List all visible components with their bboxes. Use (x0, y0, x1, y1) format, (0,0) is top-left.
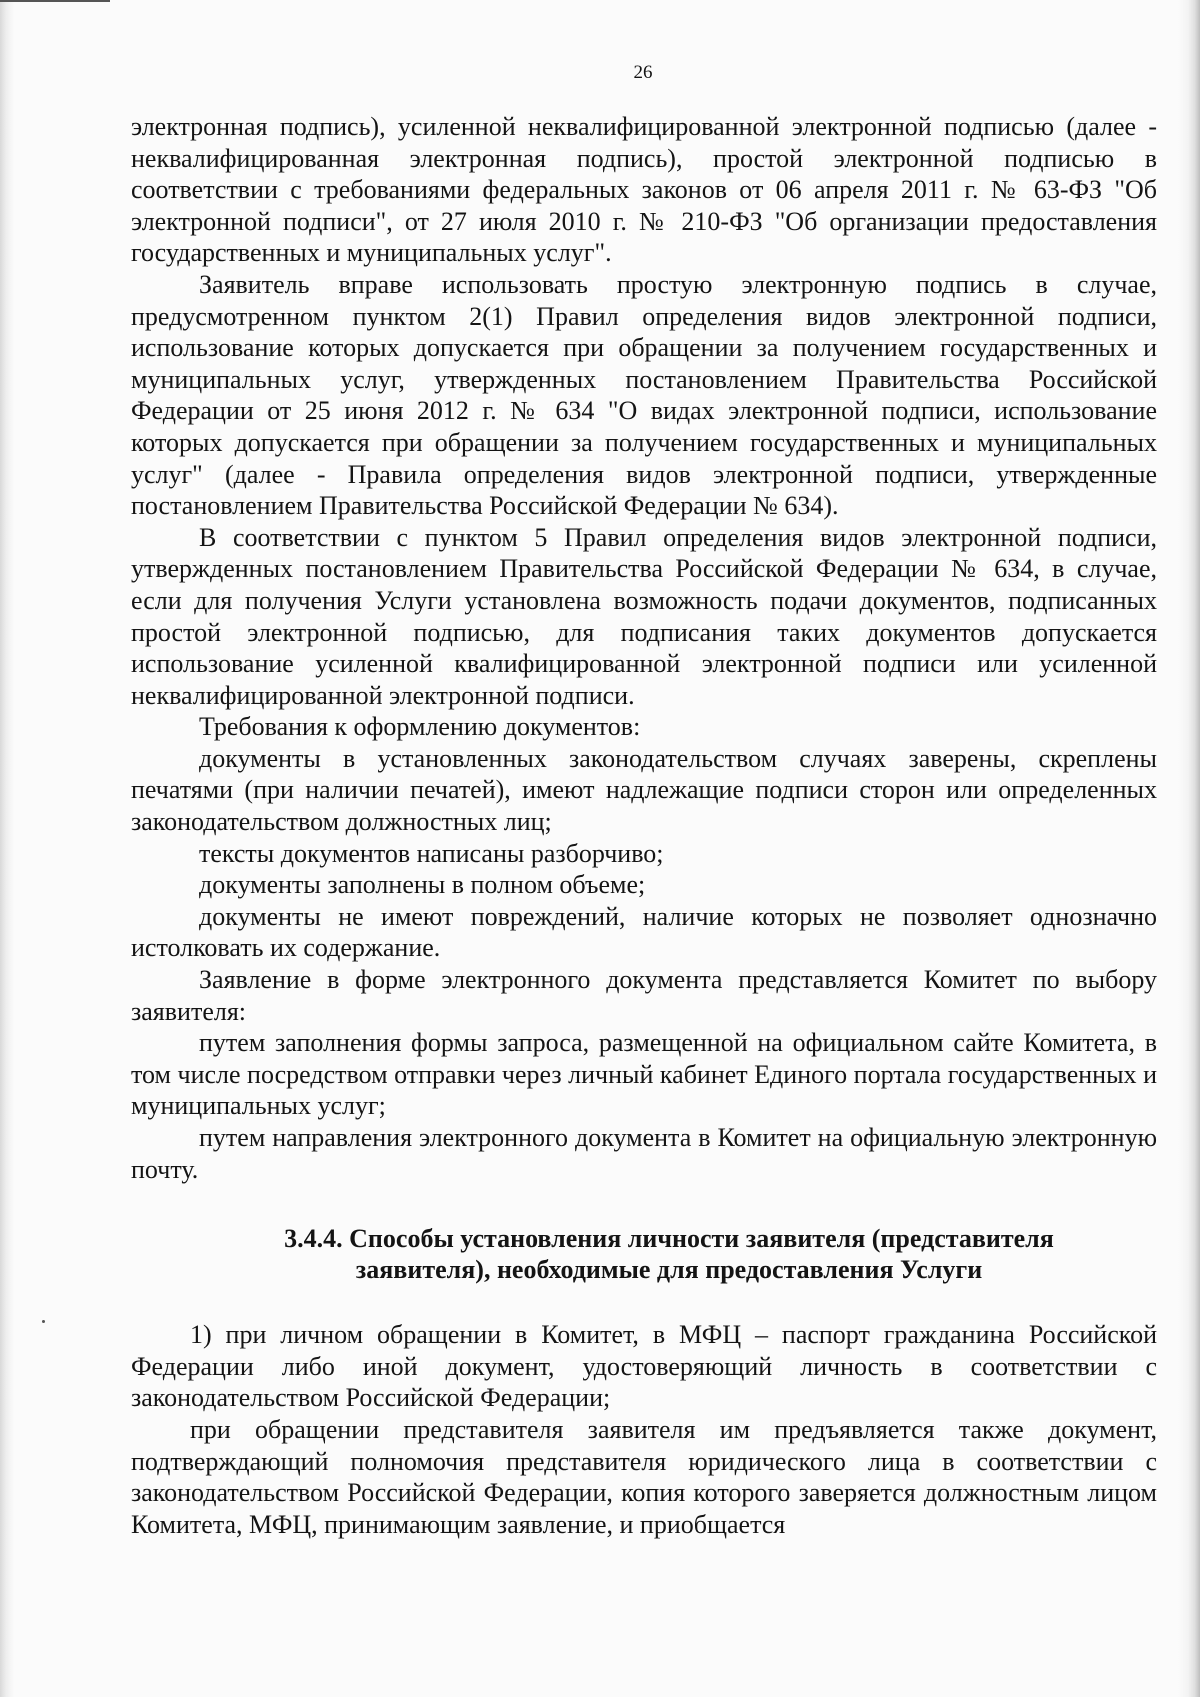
paragraph: Требования к оформлению документов: (199, 712, 641, 742)
paragraph: тексты документов написаны разборчиво; (199, 838, 664, 868)
section-heading (131, 1223, 1157, 1285)
page-number: 26 (633, 62, 653, 83)
paragraph: путем заполнения формы запроса, размещенной на официальном сайте Комитета, в том числе посредством отправки через личный кабинет Единого портала государственных и муниципальных услуг; (131, 1028, 1157, 1121)
scan-dot (42, 1320, 45, 1323)
section-heading-line-1: 3.4.4. Способы установления личности заявителя (представителя (284, 1224, 1054, 1254)
scan-edge-right (1178, 0, 1200, 1697)
document-body (131, 111, 1157, 1540)
paragraph: путем направления электронного документа в Комитет на официальную электронную почту. (131, 1123, 1157, 1184)
scan-mark (0, 0, 110, 2)
paragraph: Заявление в форме электронного документа представляется Комитет по выбору заявителя: (131, 965, 1157, 1026)
paragraph: документы заполнены в полном объеме; (199, 870, 646, 900)
paragraph: В соответствии с пунктом 5 Правил определения видов электронной подписи, утвержденных постановлением Правительства Российской Федерации № 634, в случае, если для получения Услуги установлена возможность подачи документов, подписанных простой электронной подписью, для подписания таких документов допускается использование усиленной квалифицированной электронной подписи или усиленной неквалифицированной электронной подписи. (131, 522, 1157, 710)
scan-edge-left (0, 0, 14, 1697)
paragraph: документы не имеют повреждений, наличие которых не позволяет однозначно истолковать их содержание. (131, 901, 1157, 963)
paragraph: документы в установленных законодательством случаях заверены, скреплены печатями (при наличии печатей), имеют надлежащие подписи сторон или определенных законодательством должностных лиц; (131, 743, 1157, 837)
paragraph: электронная подпись), усиленной неквалифицированной электронной подписью (далее - неквалифицированная электронная подпись), простой электронной подписью в соответствии с требованиями федеральных законов от 06 апреля 2011 г. № 63-ФЗ "Об электронной подписи", от 27 июля 2010 г. № 210-ФЗ "Об организации предоставления государственных и муниципальных услуг". (131, 112, 1157, 268)
paragraph: Заявитель вправе использовать простую электронную подпись в случае, предусмотренном пунктом 2(1) Правил определения видов электронной подписи, использование которых допускается при обращении за получением государственных и муниципальных услуг, утвержденных постановлением Правительства Российской Федерации от 25 июня 2012 г. № 634 "О видах электронной подписи, использование которых допускается при обращении за получением государственных и муниципальных услуг" (далее - Правила определения видов электронной подписи, утвержденные постановлением Правительства Российской Федерации № 634). (131, 269, 1157, 521)
section-heading-line-2: заявителя), необходимые для предоставления Услуги (355, 1255, 983, 1285)
paragraph: при обращении представителя заявителя им предъявляется также документ, подтверждающий полномочия представителя юридического лица в соответствии с законодательством Российской Федерации, копия которого заверяется должностным лицом Комитета, МФЦ, принимающим заявление, и приобщается (131, 1414, 1157, 1539)
paragraph: 1) при личном обращении в Комитет, в МФЦ – паспорт гражданина Российской Федерации либо иной документ, удостоверяющий личность в соответствии с законодательством Российской Федерации; (131, 1320, 1157, 1413)
